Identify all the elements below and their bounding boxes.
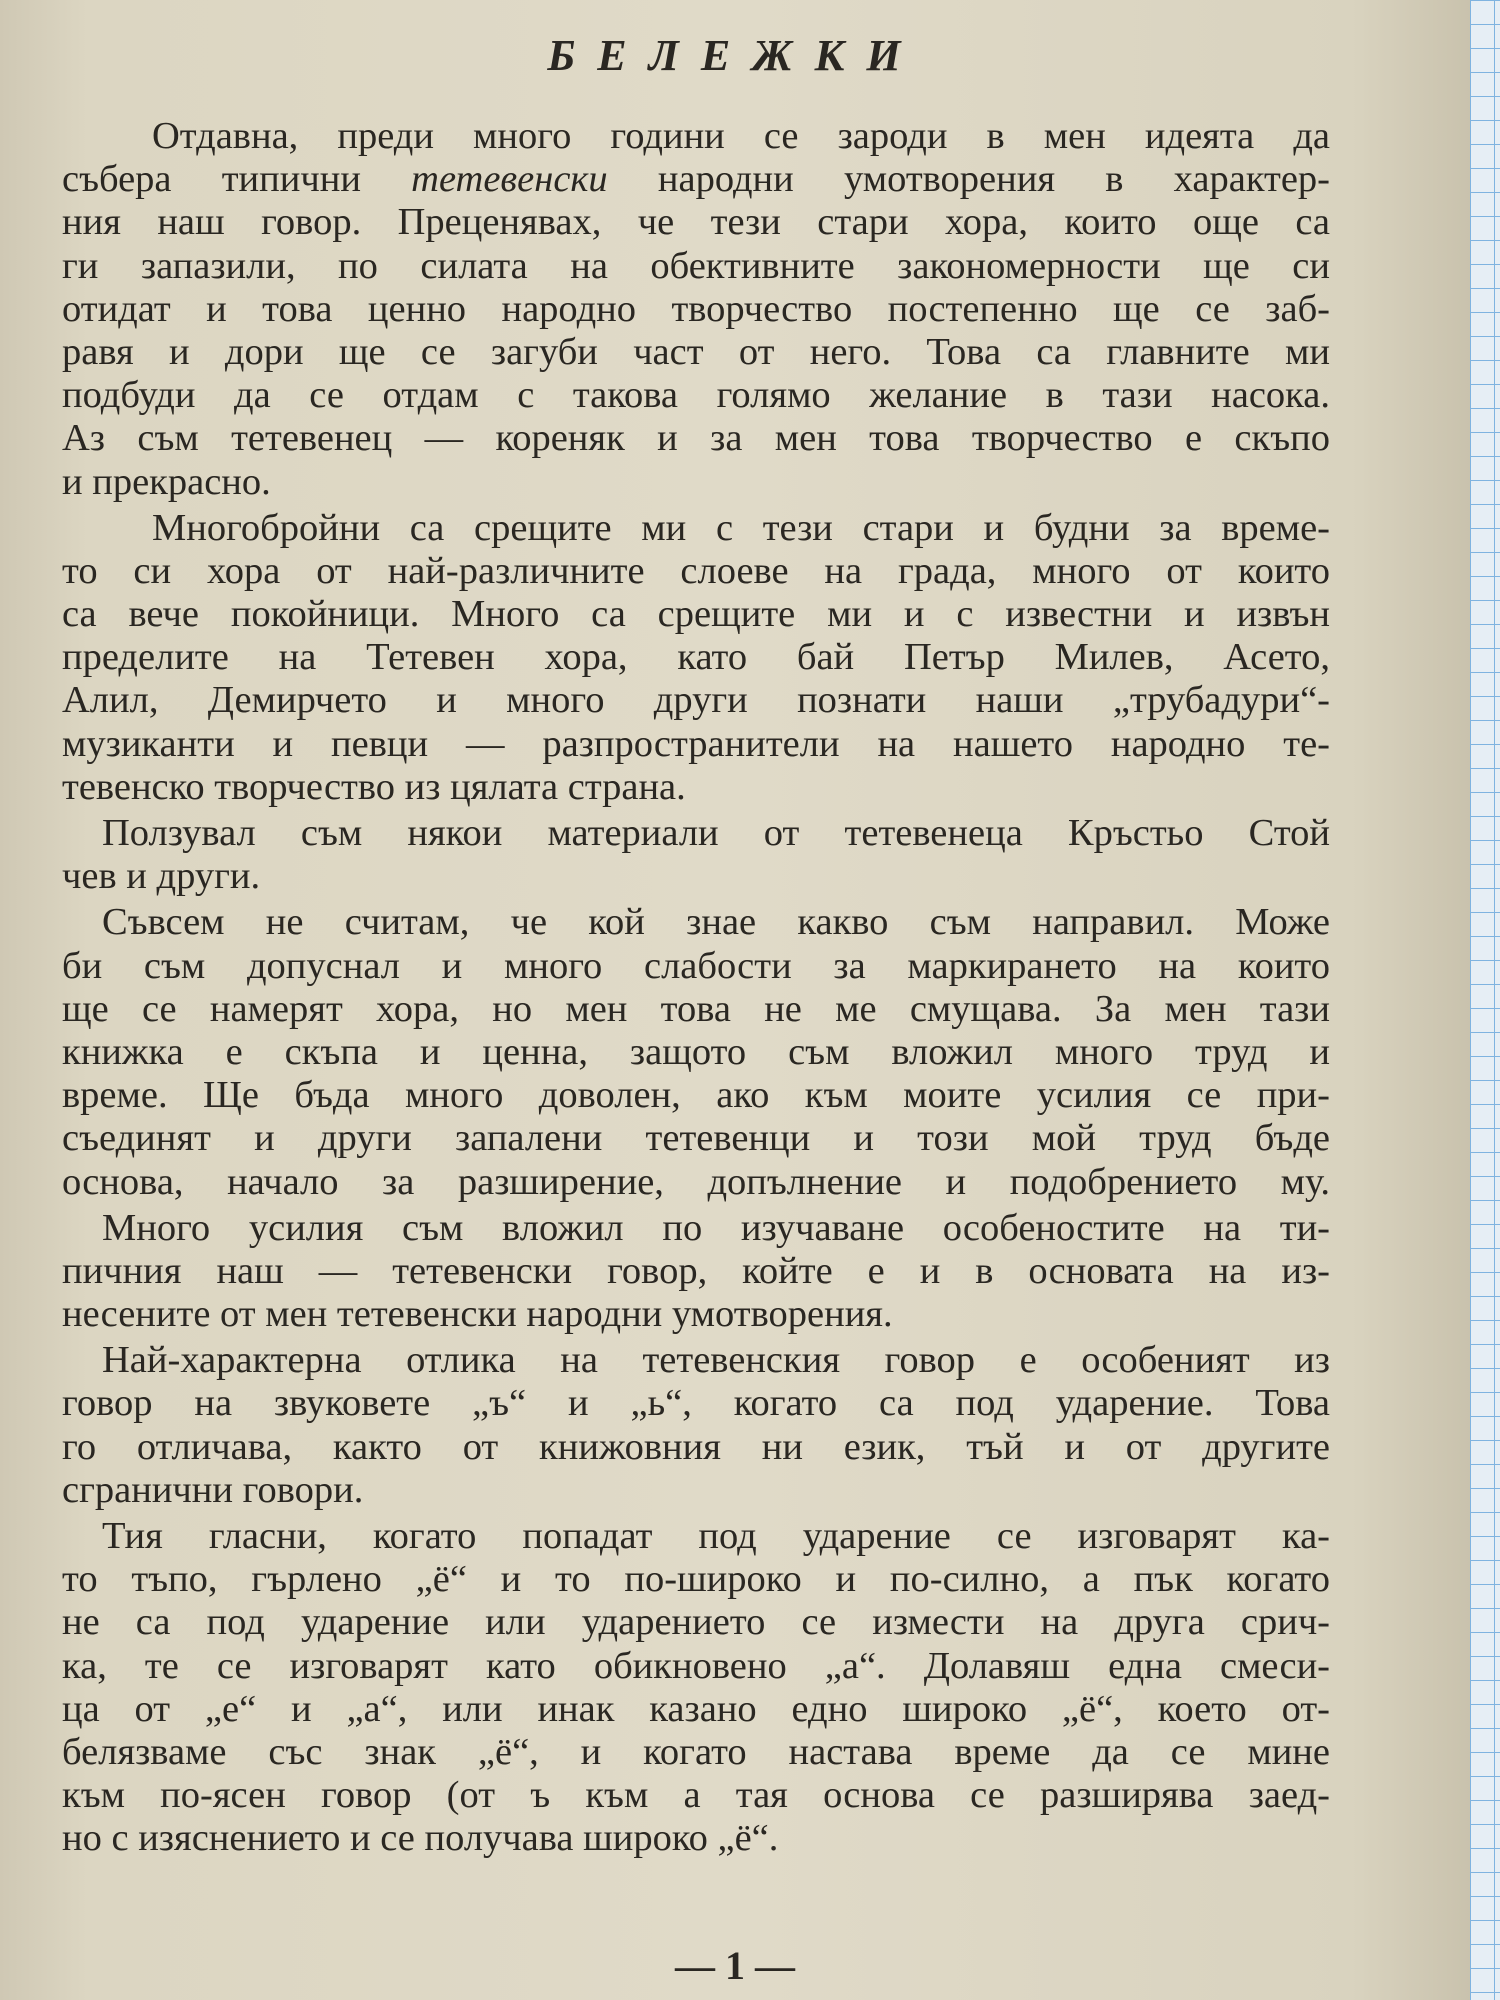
- italic-word: тетевенски: [411, 158, 608, 201]
- text-line: пределите на Тетевен хора, като бай Петър Милев, Асето,: [62, 636, 1330, 679]
- text-line: тевенско творчество из цялата страна.: [62, 765, 686, 808]
- paragraph-4: [62, 901, 1330, 1203]
- text-line: сгранични говори.: [62, 1468, 364, 1511]
- graph-paper-edge: [1470, 0, 1500, 2000]
- text-line: ца от „е“ и „а“, или инак казано едно широко „ё“, което от-: [62, 1687, 1330, 1730]
- text-segment: народни умотворения в характер-: [607, 158, 1331, 201]
- text-line: Алил, Демирчето и много други познати наши „трубадури“-: [62, 679, 1330, 722]
- text-line: отидат и това ценно народно творчество постепенно ще се заб-: [62, 287, 1330, 330]
- text-line: Отдавна, преди много години се зароди в мен идеята да: [152, 115, 1330, 157]
- text-line: несените от мен тетевенски народни умотворения.: [62, 1293, 893, 1336]
- text-line: белязваме със знак „ё“, и когато настава време да се мине: [62, 1730, 1330, 1773]
- text-line: Ползувал съм някои материали от тетевенеца Кръстьо Стой: [102, 812, 1330, 854]
- text-line: към по-ясен говор (от ъ към а тая основа се разширява заед-: [62, 1774, 1330, 1817]
- text-line: ка, те се изговарят като обикновено „а“. Долавяш една смеси-: [62, 1644, 1330, 1687]
- text-line: подбуди да се отдам с такова голямо желание в тази насока.: [62, 374, 1330, 417]
- page-number: — 1 —: [675, 1943, 795, 1988]
- paragraph-2: [62, 507, 1330, 809]
- text-line: Най-характерна отлика на тетевенския говор е особеният из: [102, 1339, 1330, 1382]
- text-line: съединят и други запалени тетевенци и този мой труд бъде: [62, 1117, 1330, 1160]
- text-line: книжка е скъпа и ценна, защото съм вложил много труд и: [62, 1030, 1330, 1073]
- paragraph-3: [62, 812, 1330, 898]
- text-line: то си хора от най-различните слоеве на града, много от които: [62, 549, 1330, 592]
- paragraph-6: [62, 1339, 1330, 1512]
- text-line: Тия гласни, когато попадат под ударение се изговарят ка-: [102, 1515, 1330, 1557]
- paragraph-7: [62, 1515, 1330, 1861]
- paragraph-1: [62, 115, 1330, 504]
- body-text: [62, 115, 1330, 1864]
- paragraph-5: [62, 1207, 1330, 1337]
- text-line: и прекрасно.: [62, 460, 271, 503]
- text-line: но с изяснението и се получава широко „ё“.: [62, 1817, 779, 1860]
- text-line: би съм допуснал и много слабости за маркирането на които: [62, 944, 1330, 987]
- text-line: го отличава, както от книжовния ни език, тъй и от другите: [62, 1425, 1330, 1468]
- text-line: Много усилия съм вложил по изучаване особеностите на ти-: [102, 1206, 1330, 1249]
- text-line: ги запазили, по силата на обективните закономерности ще си: [62, 244, 1330, 287]
- text-line: говор на звуковете „ъ“ и „ь“, когато са под ударение. Това: [62, 1382, 1330, 1425]
- text-line: време. Ще бъда много доволен, ако към моите усилия се при-: [62, 1074, 1330, 1117]
- text-line: Многобройни са срещите ми с тези стари и будни за време-: [152, 506, 1330, 549]
- text-line: равя и дори ще се загуби част от него. Това са главните ми: [62, 330, 1330, 373]
- text-line: Съвсем не считам, че кой знае какво съм направил. Може: [102, 901, 1330, 944]
- text-line: основа, начало за разширение, допълнение и подобрението му.: [62, 1160, 1330, 1203]
- text-line: Аз съм тетевенец — кореняк и за мен това творчество е скъпо: [62, 417, 1330, 460]
- text-line: чев и други.: [62, 855, 261, 898]
- text-segment: събера типични: [62, 158, 412, 201]
- text-line: не са под ударение или ударението се измести на друга срич-: [62, 1601, 1330, 1644]
- text-line: то тъпо, гърлено „ё“ и то по-широко и по-силно, а пък когато: [62, 1558, 1330, 1601]
- text-line: ния наш говор. Преценявах, че тези стари хора, които още са: [62, 201, 1330, 244]
- text-line: пичния наш — тетевенски говор, койте е и в основата на из-: [62, 1249, 1330, 1292]
- text-line: музиканти и певци — разпространители на нашето народно те-: [62, 722, 1330, 765]
- text-line: ще се намерят хора, но мен това не ме смущава. За мен тази: [62, 987, 1330, 1030]
- page-title: БЕЛЕЖКИ: [547, 31, 923, 80]
- text-line: [62, 158, 1330, 201]
- text-line: са вече покойници. Много са срещите ми и с известни и извън: [62, 593, 1330, 636]
